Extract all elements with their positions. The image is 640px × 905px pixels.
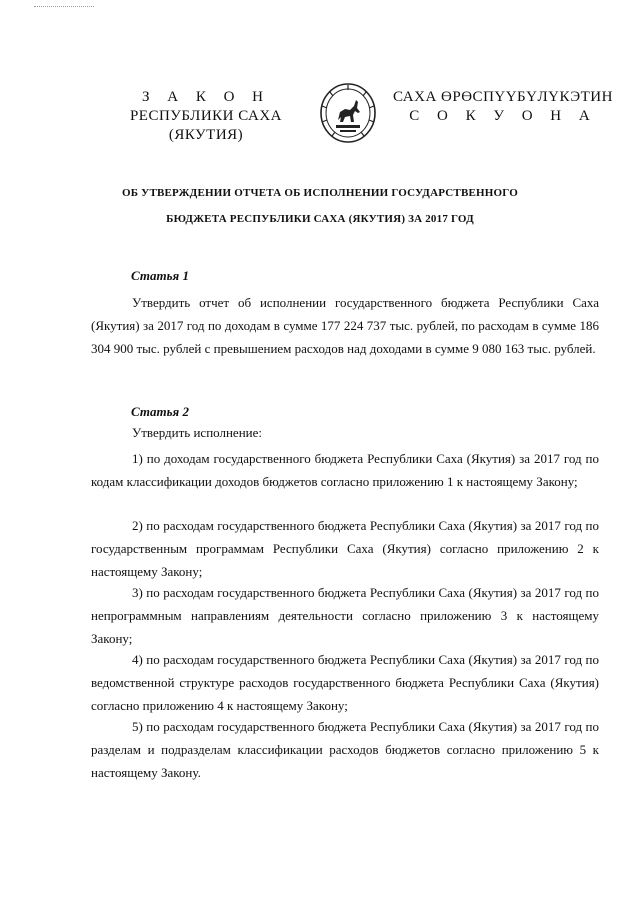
law-title-line-1: ОБ УТВЕРЖДЕНИИ ОТЧЕТА ОБ ИСПОЛНЕНИИ ГОСУДАРСТВЕННОГО (122, 187, 518, 199)
law-title-line-2: БЮДЖЕТА РЕСПУБЛИКИ САХА (ЯКУТИЯ) ЗА 2017 ГОД (166, 213, 474, 225)
article-1-body: Утвердить отчет об исполнении государственного бюджета Республики Саха (Якутия) за 2017 год по доходам в сумме 177 224 737 тыс. рублей, по расходам в сумме 186 304 900 тыс. рублей с превышением расходов над доходами в сумме 9 080 163 тыс. рублей. (91, 295, 599, 356)
law-title (0, 180, 640, 232)
article-1-heading: Статья 1 (131, 268, 189, 283)
article-2-lead: Утвердить исполнение: (132, 425, 262, 440)
list-item: 1) по доходам государственного бюджета Республики Саха (Якутия) за 2017 год по кодам классификации доходов бюджетов согласно приложению 1 к настоящему Закону; (91, 451, 599, 489)
article-2-item-5 (91, 715, 599, 784)
article-1-text (91, 291, 599, 360)
article-2-item-3 (91, 581, 599, 650)
header-sakha-republic: САХА ӨРӨСПҮҮБҮЛҮКЭТИН (393, 89, 613, 105)
article-2-item-1 (91, 447, 599, 493)
article-2-heading: Статья 2 (131, 404, 189, 419)
sakha-coat-of-arms-icon (318, 82, 378, 144)
law-header (0, 82, 640, 152)
list-item: 5) по расходам государственного бюджета Республики Саха (Якутия) за 2017 год по разделам и подразделам классификации расходов бюджетов согласно приложению 5 к настоящему Закону. (91, 719, 599, 780)
article-2-item-2 (91, 514, 599, 583)
article-2-item-4 (91, 648, 599, 717)
list-item: 4) по расходам государственного бюджета Республики Саха (Якутия) за 2017 год по ведомственной структуре расходов государственного бюджета Республики Саха (Якутия) согласно приложению 4 к настоящему Закону; (91, 652, 599, 713)
header-sakha (388, 88, 618, 126)
scan-artifact (34, 6, 94, 9)
list-item: 3) по расходам государственного бюджета Республики Саха (Якутия) за 2017 год по непрограммным направлениям деятельности согласно приложению 3 к настоящему Закону; (91, 585, 599, 646)
header-russian-law: З А К О Н (141, 89, 271, 105)
header-sakha-law: С О К У О Н А (409, 108, 597, 124)
header-russian-republic: РЕСПУБЛИКИ САХА (ЯКУТИЯ) (129, 108, 283, 143)
list-item: 2) по расходам государственного бюджета Республики Саха (Якутия) за 2017 год по государственным программам Республики Саха (Якутия) согласно приложению 2 к настоящему Закону; (91, 518, 599, 579)
header-russian (96, 88, 316, 145)
